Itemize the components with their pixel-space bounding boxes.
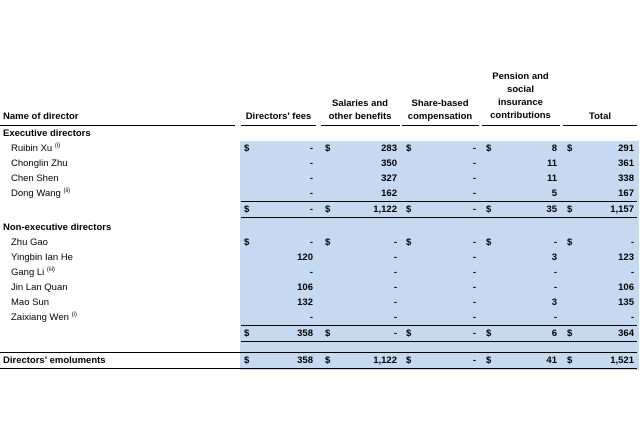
header-name-of-director: Name of director bbox=[3, 111, 79, 122]
share-cell: - bbox=[472, 252, 476, 263]
currency-symbol: $ bbox=[244, 143, 250, 154]
salaries-cell: - bbox=[393, 328, 397, 339]
header-share-line2: compensation bbox=[407, 111, 473, 122]
director-name bbox=[11, 295, 49, 310]
director-name bbox=[11, 141, 60, 156]
pension-cell: 41 bbox=[546, 355, 557, 366]
currency-symbol: $ bbox=[406, 204, 412, 215]
total-cell: 135 bbox=[618, 297, 634, 308]
salaries-cell: - bbox=[393, 267, 397, 278]
currency-symbol: $ bbox=[325, 328, 331, 339]
pension-cell: - bbox=[553, 312, 557, 323]
total-cell: 1,521 bbox=[610, 355, 634, 366]
director-row bbox=[0, 250, 640, 265]
director-name bbox=[11, 265, 55, 280]
director-name-text: Dong Wang bbox=[11, 188, 61, 199]
fees-cell: - bbox=[309, 173, 313, 184]
director-row bbox=[0, 141, 640, 156]
director-name-text: Zaixiang Wen bbox=[11, 312, 69, 323]
director-name-text: Yingbin Ian He bbox=[11, 252, 73, 263]
salaries-cell: - bbox=[393, 297, 397, 308]
currency-symbol: $ bbox=[325, 143, 331, 154]
footnote-marker: (iii) bbox=[46, 267, 55, 273]
fees-cell: - bbox=[309, 158, 313, 169]
pension-cell: - bbox=[553, 282, 557, 293]
total-cell: - bbox=[630, 237, 634, 248]
total-cell: 364 bbox=[618, 328, 634, 339]
salaries-cell: 283 bbox=[381, 143, 397, 154]
salaries-cell: 327 bbox=[381, 173, 397, 184]
total-cell: - bbox=[630, 267, 634, 278]
executive-subtotal-row bbox=[0, 202, 640, 217]
currency-symbol: $ bbox=[486, 204, 492, 215]
total-cell: 1,157 bbox=[610, 204, 634, 215]
total-cell: - bbox=[630, 312, 634, 323]
currency-symbol: $ bbox=[406, 237, 412, 248]
salaries-cell: 162 bbox=[381, 188, 397, 199]
header-pension-line3: insurance bbox=[498, 97, 543, 108]
currency-symbol: $ bbox=[567, 237, 573, 248]
fees-cell: 358 bbox=[297, 328, 313, 339]
grand-total-label: Directors' emoluments bbox=[3, 355, 106, 366]
share-cell: - bbox=[472, 204, 476, 215]
header-salaries bbox=[320, 97, 400, 123]
director-name-text: Chen Shen bbox=[11, 173, 59, 184]
grand-total-row bbox=[0, 353, 640, 368]
pension-cell: 6 bbox=[551, 328, 557, 339]
fees-cell: 132 bbox=[297, 297, 313, 308]
currency-symbol: $ bbox=[406, 355, 412, 366]
pension-cell: 5 bbox=[551, 188, 557, 199]
share-cell: - bbox=[472, 355, 476, 366]
total-cell: 361 bbox=[618, 158, 634, 169]
fees-cell: - bbox=[309, 188, 313, 199]
total-cell: 338 bbox=[618, 173, 634, 184]
pension-cell: 35 bbox=[546, 204, 557, 215]
currency-symbol: $ bbox=[244, 355, 250, 366]
director-name-text: Mao Sun bbox=[11, 297, 50, 308]
pension-cell: - bbox=[553, 267, 557, 278]
director-row bbox=[0, 156, 640, 171]
salaries-cell: - bbox=[393, 237, 397, 248]
director-name bbox=[11, 171, 59, 186]
currency-symbol: $ bbox=[567, 204, 573, 215]
pension-cell: 8 bbox=[551, 143, 557, 154]
director-row bbox=[0, 295, 640, 310]
currency-symbol: $ bbox=[567, 328, 573, 339]
salaries-cell: - bbox=[393, 312, 397, 323]
header-salaries-line2: other benefits bbox=[328, 111, 392, 122]
currency-symbol: $ bbox=[244, 204, 250, 215]
currency-symbol: $ bbox=[244, 237, 250, 248]
fees-cell: 120 bbox=[297, 252, 313, 263]
director-row bbox=[0, 280, 640, 295]
grand-total-bottom-rule bbox=[0, 368, 637, 369]
fees-cell: - bbox=[309, 312, 313, 323]
share-cell: - bbox=[472, 328, 476, 339]
share-cell: - bbox=[472, 188, 476, 199]
currency-symbol: $ bbox=[567, 355, 573, 366]
fees-cell: 358 bbox=[297, 355, 313, 366]
currency-symbol: $ bbox=[406, 143, 412, 154]
currency-symbol: $ bbox=[325, 204, 331, 215]
director-name-text: Gang Li bbox=[11, 267, 45, 278]
salaries-cell: 1,122 bbox=[373, 204, 397, 215]
header-directors-fees: Directors' fees bbox=[245, 111, 312, 122]
pension-cell: - bbox=[553, 237, 557, 248]
share-cell: - bbox=[472, 158, 476, 169]
director-row bbox=[0, 310, 640, 325]
currency-symbol: $ bbox=[567, 143, 573, 154]
currency-symbol: $ bbox=[406, 328, 412, 339]
director-name bbox=[11, 310, 77, 325]
director-name-text: Chonglin Zhu bbox=[11, 158, 68, 169]
director-name-text: Ruibin Xu bbox=[11, 143, 53, 154]
currency-symbol: $ bbox=[486, 237, 492, 248]
fees-cell: - bbox=[309, 204, 313, 215]
total-cell: 167 bbox=[618, 188, 634, 199]
section-title-executive: Executive directors bbox=[3, 128, 91, 139]
share-cell: - bbox=[472, 143, 476, 154]
header-salaries-line1: Salaries and bbox=[332, 98, 388, 109]
currency-symbol: $ bbox=[325, 237, 331, 248]
salaries-cell: - bbox=[393, 282, 397, 293]
pension-cell: 11 bbox=[546, 158, 557, 169]
nonexecutive-subtotal-row bbox=[0, 326, 640, 341]
subtotal-bottom-rule bbox=[241, 341, 637, 342]
salaries-cell: 350 bbox=[381, 158, 397, 169]
header-pension-line2: social bbox=[507, 84, 534, 95]
director-row bbox=[0, 186, 640, 201]
fees-cell: - bbox=[309, 237, 313, 248]
director-name bbox=[11, 250, 73, 265]
subtotal-bottom-rule bbox=[241, 217, 637, 218]
header-share-based bbox=[401, 97, 479, 123]
header-pension bbox=[481, 70, 560, 122]
share-cell: - bbox=[472, 312, 476, 323]
director-name bbox=[11, 280, 68, 295]
header-total: Total bbox=[589, 111, 611, 122]
share-cell: - bbox=[472, 282, 476, 293]
director-name bbox=[11, 156, 68, 171]
footnote-marker: (i) bbox=[71, 312, 77, 318]
share-cell: - bbox=[472, 237, 476, 248]
share-cell: - bbox=[472, 267, 476, 278]
currency-symbol: $ bbox=[486, 328, 492, 339]
footnote-marker: (ii) bbox=[63, 188, 71, 194]
salaries-cell: - bbox=[393, 252, 397, 263]
pension-cell: 11 bbox=[546, 173, 557, 184]
fees-cell: - bbox=[309, 143, 313, 154]
fees-cell: - bbox=[309, 267, 313, 278]
header-pension-line4: contributions bbox=[490, 110, 551, 121]
director-row bbox=[0, 171, 640, 186]
director-row bbox=[0, 235, 640, 250]
section-heading-row bbox=[0, 126, 640, 141]
footnote-marker: (i) bbox=[54, 143, 61, 149]
director-name-text: Jin Lan Quan bbox=[11, 282, 68, 293]
total-cell: 106 bbox=[618, 282, 634, 293]
header-share-line1: Share-based bbox=[411, 98, 469, 109]
currency-symbol: $ bbox=[325, 355, 331, 366]
total-cell: 123 bbox=[618, 252, 634, 263]
director-name-text: Zhu Gao bbox=[11, 237, 48, 248]
total-cell: 291 bbox=[618, 143, 634, 154]
fees-cell: 106 bbox=[297, 282, 313, 293]
director-name bbox=[11, 186, 70, 201]
director-name bbox=[11, 235, 48, 250]
pension-cell: 3 bbox=[551, 252, 557, 263]
salaries-cell: 1,122 bbox=[373, 355, 397, 366]
section-heading-row bbox=[0, 220, 640, 235]
director-row bbox=[0, 265, 640, 280]
currency-symbol: $ bbox=[244, 328, 250, 339]
share-cell: - bbox=[472, 297, 476, 308]
share-cell: - bbox=[472, 173, 476, 184]
pension-cell: 3 bbox=[551, 297, 557, 308]
currency-symbol: $ bbox=[486, 143, 492, 154]
section-title-nonexecutive: Non-executive directors bbox=[3, 222, 112, 233]
header-pension-line1: Pension and bbox=[492, 71, 549, 82]
currency-symbol: $ bbox=[486, 355, 492, 366]
